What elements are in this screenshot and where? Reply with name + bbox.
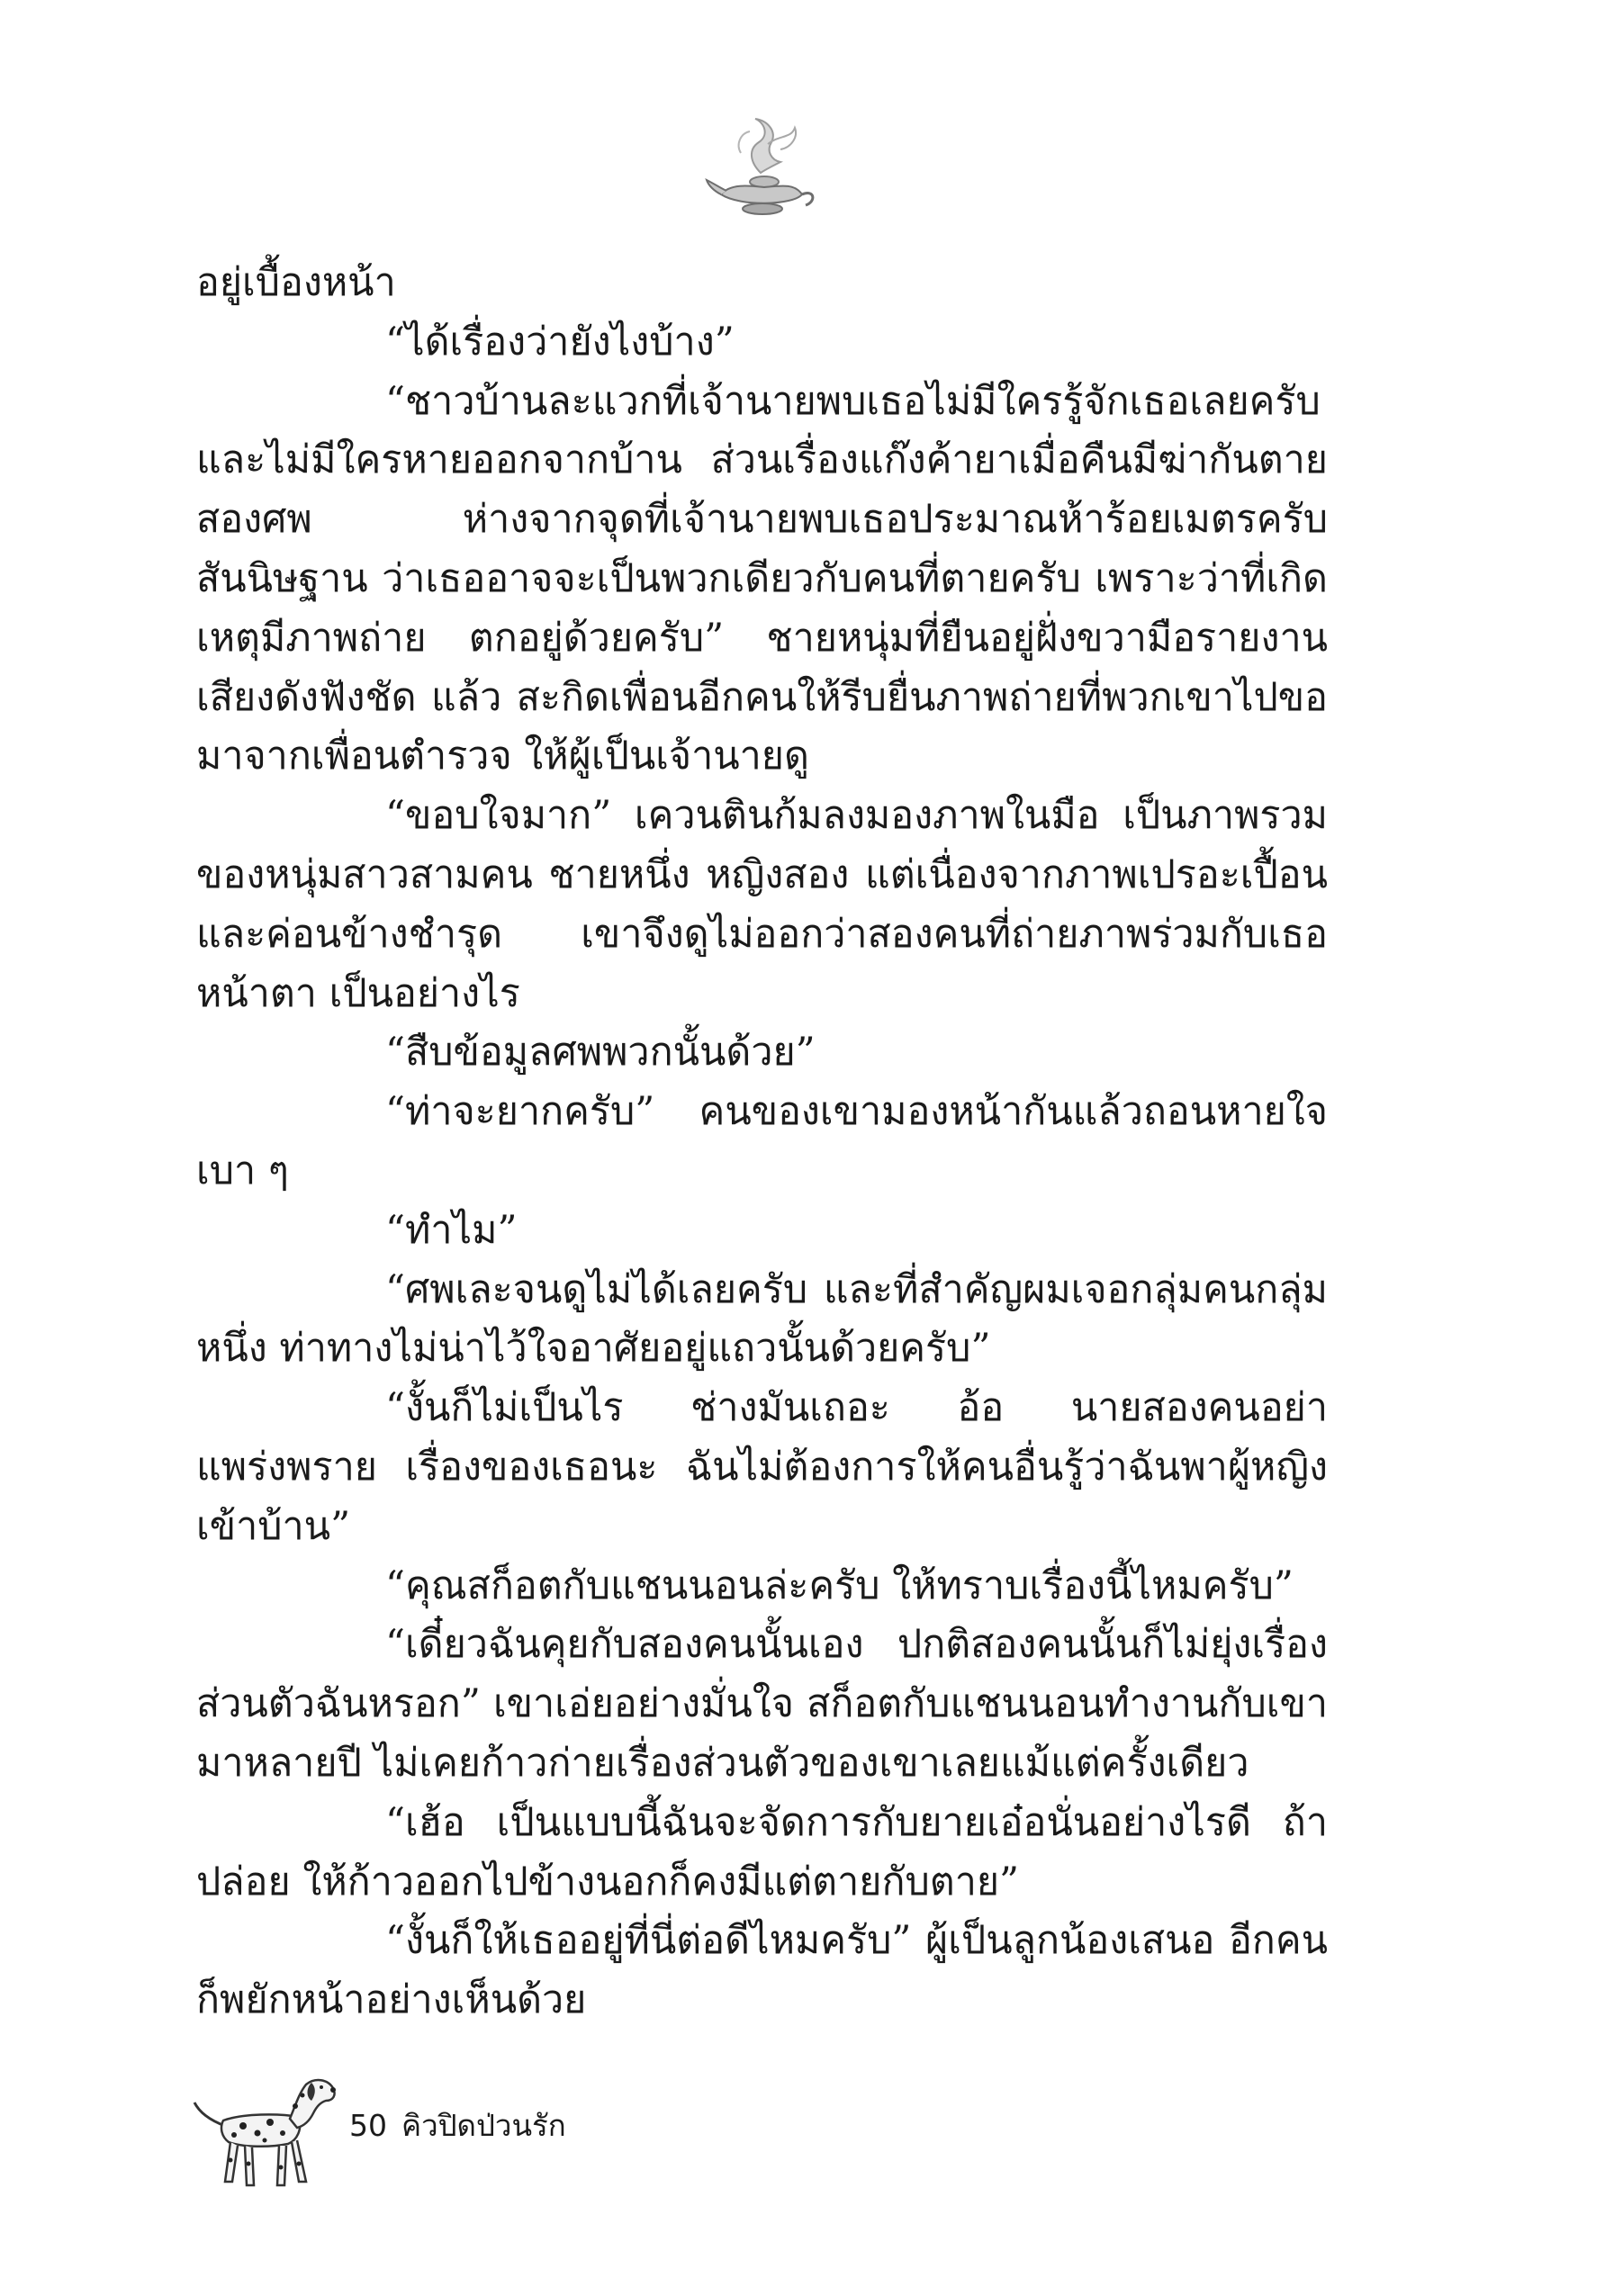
paragraph: “งั้นก็ไม่เป็นไร ช่างมันเถอะ อ้อ นายสองคนอย่าแพร่งพราย เรื่องของเธอนะ ฉันไม่ต้องการให้คนอื่นรู้ว่าฉันพาผู้หญิงเข้าบ้าน”	[196, 1385, 1328, 1549]
dalmatian-dog-icon	[189, 2070, 342, 2196]
genie-lamp-icon	[705, 108, 822, 234]
body-text	[196, 254, 1328, 2030]
paragraph: “คุณสก็อตกับแชนนอนล่ะครับ ให้ทราบเรื่องนี้ไหมครับ”	[385, 1562, 1294, 1608]
paragraph: อยู่เบื้องหน้า	[196, 260, 396, 305]
paragraph: “ได้เรื่องว่ายังไงบ้าง”	[385, 319, 735, 365]
paragraph: “งั้นก็ให้เธออยู่ที่นี่ต่อดีไหมครับ” ผู้เป็นลูกน้องเสนอ อีกคน ก็พยักหน้าอย่างเห็นด้วย	[196, 1918, 1328, 2023]
book-title: คิวปิดป่วนรัก	[401, 2108, 566, 2143]
paragraph: “ศพเละจนดูไม่ได้เลยครับ และที่สำคัญผมเจอกลุ่มคนกลุ่มหนึ่ง ท่าทางไม่น่าไว้ใจอาศัยอยู่แถวนั้นด้วยครับ”	[196, 1266, 1328, 1372]
page-number: 50	[349, 2108, 387, 2143]
paragraph: “สืบข้อมูลศพพวกนั้นด้วย”	[385, 1030, 816, 1076]
paragraph: “เฮ้อ เป็นแบบนี้ฉันจะจัดการกับยายเอ๋อนั่นอย่างไรดี ถ้าปล่อย ให้ก้าวออกไปข้างนอกก็คงมีแต่ตายกับตาย”	[196, 1799, 1328, 1904]
paragraph: “ขอบใจมาก” เควนตินก้มลงมองภาพในมือ เป็นภาพรวม ของหนุ่มสาวสามคน ชายหนึ่ง หญิงสอง แต่เนื่องจากภาพเปรอะเปื้อน และค่อนข้างชำรุด เขาจึงดูไม่ออกว่าสองคนที่ถ่ายภาพร่วมกับเธอหน้าตา เป็นอย่างไร	[196, 793, 1328, 1016]
page-footer	[189, 2070, 729, 2196]
paragraph: “เดี๋ยวฉันคุยกับสองคนนั้นเอง ปกติสองคนนั้นก็ไม่ยุ่งเรื่อง ส่วนตัวฉันหรอก” เขาเอ่ยอย่างมั่นใจ สก็อตกับแชนนอนทำงานกับเขา มาหลายปี ไม่เคยก้าวก่ายเรื่องส่วนตัวของเขาเลยแม้แต่ครั้งเดียว	[196, 1622, 1328, 1786]
paragraph: “ชาวบ้านละแวกที่เจ้านายพบเธอไม่มีใครรู้จักเธอเลยครับ และไม่มีใครหายออกจากบ้าน ส่วนเรื่องแก๊งค้ายาเมื่อคืนมีฆ่ากันตาย สองศพ ห่างจากจุดที่เจ้านายพบเธอประมาณห้าร้อยเมตรครับ สันนิษฐาน ว่าเธออาจจะเป็นพวกเดียวกับคนที่ตายครับ เพราะว่าที่เกิดเหตุมีภาพถ่าย ตกอยู่ด้วยครับ” ชายหนุ่มที่ยืนอยู่ฝั่งขวามือรายงานเสียงดังฟังชัด แล้ว สะกิดเพื่อนอีกคนให้รีบยื่นภาพถ่ายที่พวกเขาไปขอมาจากเพื่อนตำรวจ ให้ผู้เป็นเจ้านายดู	[196, 378, 1328, 779]
paragraph: “ทำไม”	[385, 1207, 518, 1253]
paragraph: “ท่าจะยากครับ” คนของเขามองหน้ากันแล้วถอนหายใจเบา ๆ	[196, 1089, 1328, 1193]
